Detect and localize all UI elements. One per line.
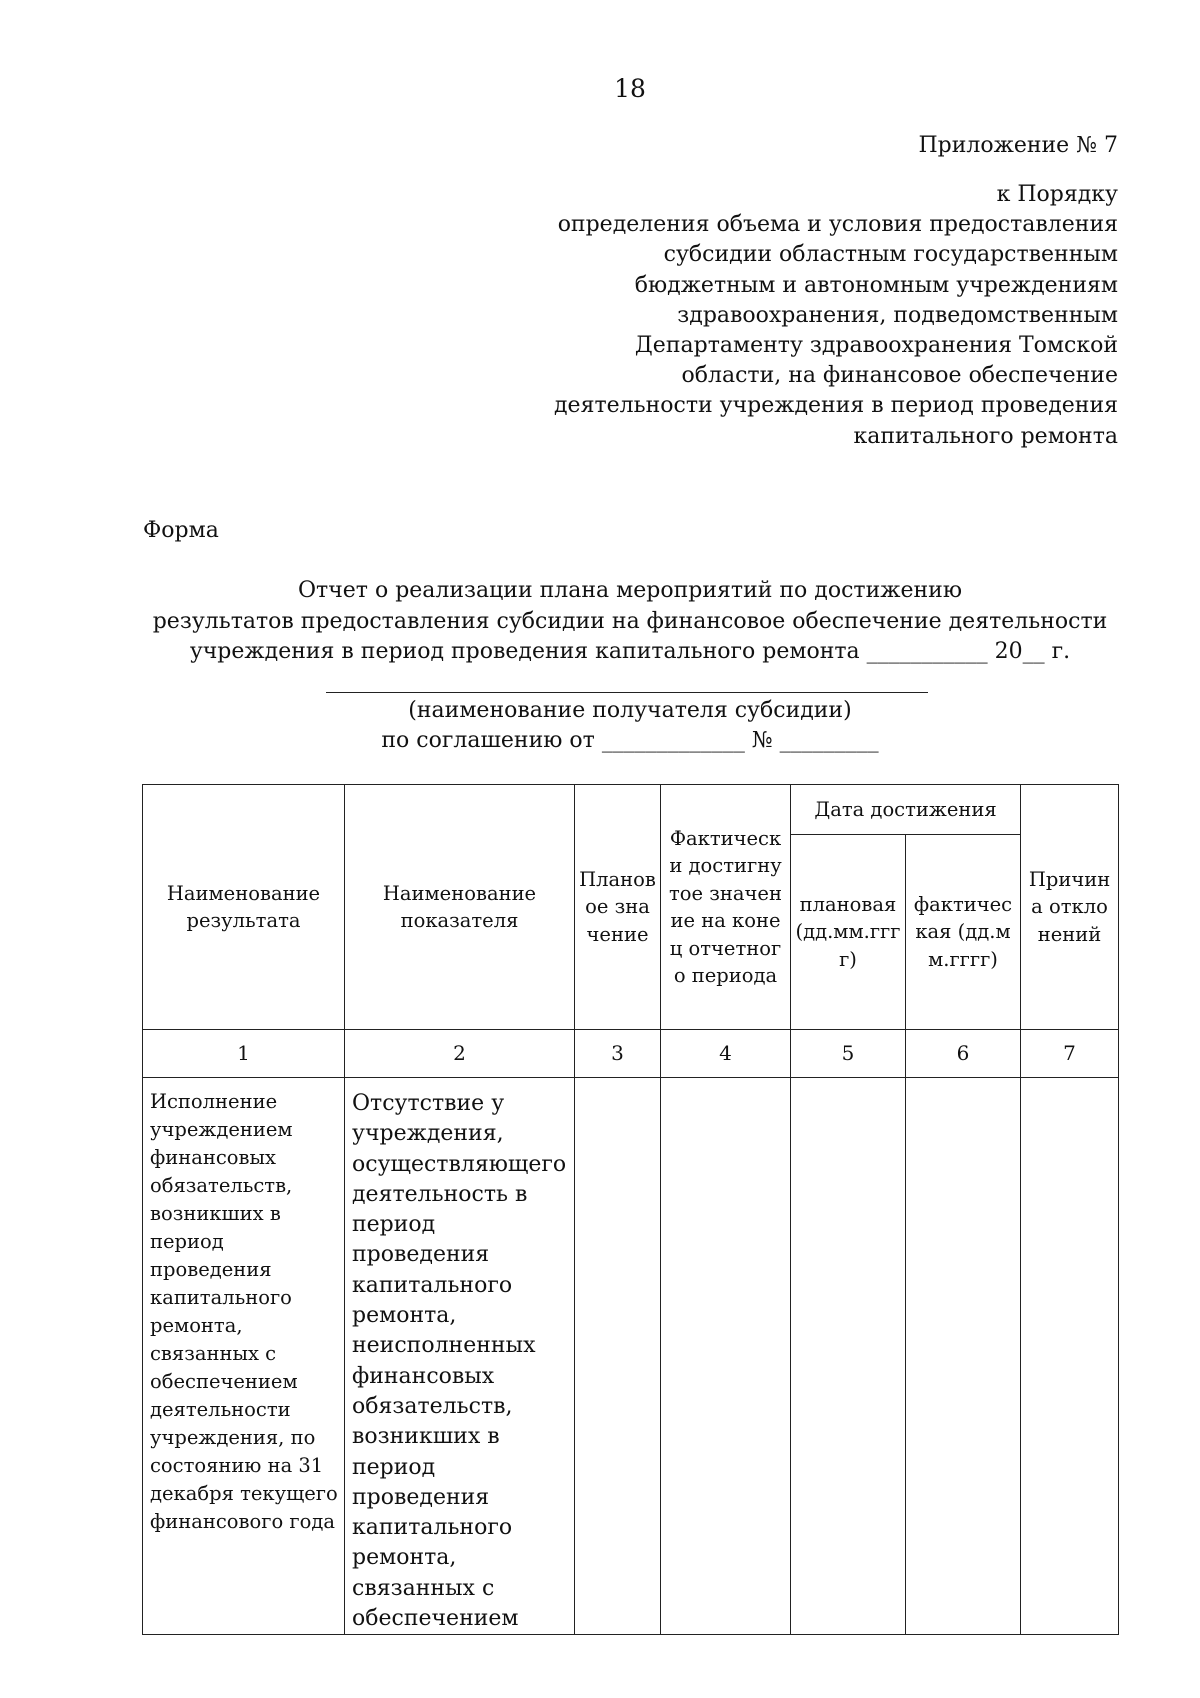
report-title-line: Отчет о реализации плана мероприятий по достижению <box>298 578 962 603</box>
report-title-line: учреждения в период проведения капитального ремонта ___________ 20__ г. <box>189 639 1071 664</box>
column-number: 6 <box>906 1030 1021 1078</box>
header-planned-date: плановая (дд.мм.гггг) <box>791 835 906 1030</box>
cell-actual-value <box>661 1078 791 1635</box>
column-number: 2 <box>345 1030 575 1078</box>
recipient-caption: (наименование получателя субсидии) <box>408 698 852 723</box>
order-reference <box>554 180 1118 452</box>
order-reference-line: Департаменту здравоохранения Томской <box>634 333 1118 359</box>
cell-result: Исполнение учреждением финансовых обязательств, возникших в период проведения капитального ремонта, связанных с обеспечением деятельности учреждения, по состоянию на 31 декабря текущего финансового года <box>143 1078 345 1635</box>
header-result-name: Наименование результата <box>143 785 345 1030</box>
column-number: 4 <box>661 1030 791 1078</box>
order-reference-line: здравоохранения, подведомственным <box>677 302 1118 328</box>
order-reference-line: бюджетным и автономным учреждениям <box>634 272 1118 298</box>
column-number: 1 <box>143 1030 345 1078</box>
recipient-name-line <box>326 692 928 693</box>
header-indicator-name: Наименование показателя <box>345 785 575 1030</box>
column-number: 5 <box>791 1030 906 1078</box>
column-number: 3 <box>575 1030 661 1078</box>
column-number: 7 <box>1021 1030 1119 1078</box>
agreement-line: по соглашению от _____________ № _________ <box>381 728 879 753</box>
order-reference-line: области, на финансовое обеспечение <box>681 363 1118 389</box>
report-title-line: результатов предоставления субсидии на финансовое обеспечение деятельности <box>152 608 1108 634</box>
cell-actual-date <box>906 1078 1021 1635</box>
report-title <box>0 576 1200 668</box>
cell-deviation-reason <box>1021 1078 1119 1635</box>
cell-planned-value <box>575 1078 661 1635</box>
order-reference-line: деятельности учреждения в период проведения <box>554 393 1118 419</box>
table-row <box>143 1078 1119 1635</box>
cell-indicator: Отсутствие у учреждения, осуществляющего деятельность в период проведения капитального ремонта, неисполненных финансовых обязательств, возникших в период проведения капитального ремонта, связанных с обеспечением <box>345 1078 575 1635</box>
header-deviation-reason: Причина отклонений <box>1021 785 1119 1030</box>
appendix-label: Приложение № 7 <box>918 133 1118 158</box>
page-number: 18 <box>614 74 646 103</box>
header-actual-date: фактическая (дд.мм.гггг) <box>906 835 1021 1030</box>
header-achievement-date: Дата достижения <box>791 785 1021 835</box>
header-actual-value: Фактически достигнутое значение на конец отчетного периода <box>661 785 791 1030</box>
order-reference-line: субсидии областным государственным <box>663 242 1118 268</box>
form-label: Форма <box>143 518 219 543</box>
report-table <box>142 784 1119 1635</box>
cell-planned-date <box>791 1078 906 1635</box>
order-reference-line: капитального ремонта <box>853 423 1118 449</box>
header-planned-value: Плановое значение <box>575 785 661 1030</box>
order-reference-line: определения объема и условия предоставления <box>557 212 1118 238</box>
order-reference-line: к Порядку <box>996 182 1118 207</box>
